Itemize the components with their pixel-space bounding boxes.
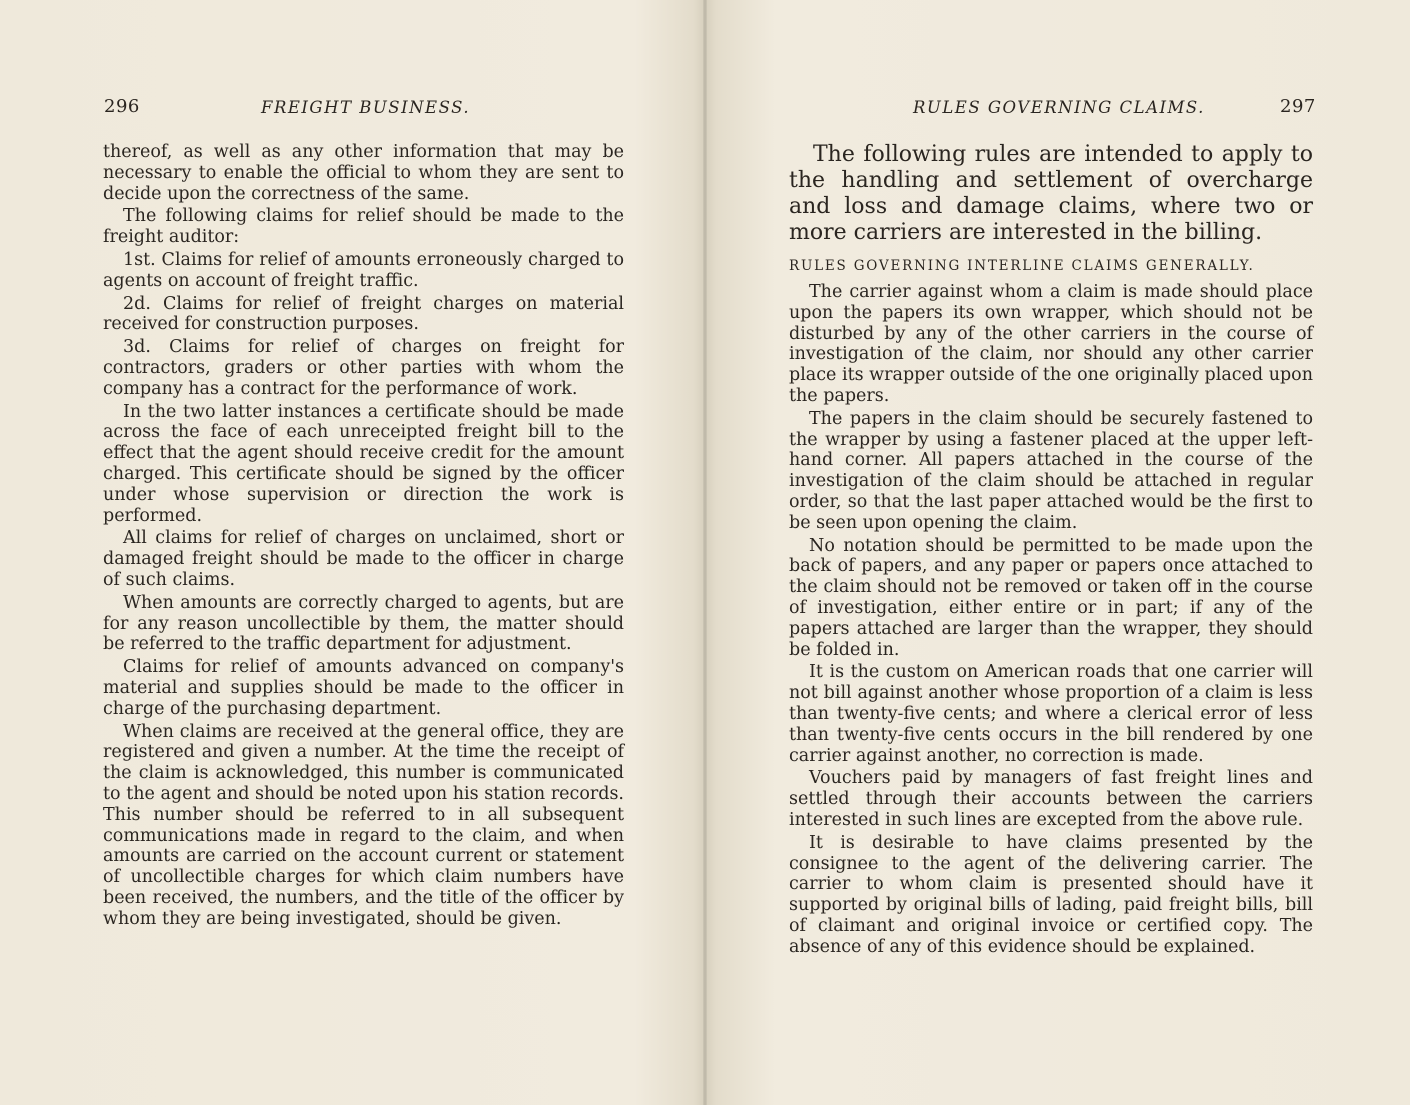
right-page-number: 297 (1280, 96, 1316, 117)
paragraph: The following claims for relief should be made to the freight auditor: (103, 206, 624, 248)
paragraph: It is desirable to have claims presented by the consignee to the agent of the delivering carrier. The carrier to whom claim is presented should have it supported by original bills of lading, paid freight bills, bill of claimant and original invoice or certified copy. The absence of any of this evidence should be explained. (789, 832, 1313, 957)
paragraph: The carrier against whom a claim is made should place upon the papers its own wrapper, which should not be disturbed by any of the other carriers in the course of investigation of the claim, nor should any other carrier place its wrapper outside of the one originally placed upon the papers. (789, 282, 1313, 406)
left-page-number: 296 (104, 96, 140, 117)
paragraph: No notation should be permitted to be made upon the back of papers, and any paper or papers once attached to the claim should not be removed or taken off in the course of investigation, either entire or in part; if any of the papers attached are larger than the wrapper, they should be folded in. (789, 535, 1313, 660)
paragraph: 2d. Claims for relief of freight charges on material received for construction purposes. (103, 293, 624, 335)
paragraph: Claims for relief of amounts advanced on company's material and supplies should be made to the officer in charge of the purchasing department. (103, 657, 624, 719)
paragraph: It is the custom on American roads that one carrier will not bill against another whose proportion of a claim is less than twenty-five cents; and where a clerical error of less than twenty-five cents occurs in the bill rendered by one carrier against another, no correction is made. (789, 662, 1313, 766)
right-running-head: RULES GOVERNING CLAIMS. (913, 98, 1205, 117)
left-page-body (103, 142, 624, 929)
paragraph: 3d. Claims for relief of charges on freight for contractors, graders or other parties with whom the company has a contract for the performance of work. (103, 337, 624, 399)
paragraph: When claims are received at the general office, they are registered and given a number. At the time the receipt of the claim is acknowledged, this number is communicated to the agent and should be noted upon his station records. This number should be referred to in all subsequent communications made in regard to the claim, and when amounts are carried on the account current or statement of uncollectible charges for which claim numbers have been received, the numbers, and the title of the officer by whom they are being investigated, should be given. (103, 721, 624, 929)
paragraph: When amounts are correctly charged to agents, but are for any reason uncollectible by them, the matter should be referred to the traffic department for adjustment. (103, 592, 624, 655)
section-subheading: RULES GOVERNING INTERLINE CLAIMS GENERALLY. (789, 258, 1255, 274)
paragraph: In the two latter instances a certificate should be made across the face of each unreceipted freight bill to the effect that the agent should receive credit for the amount charged. This certificate should be signed by the officer under whose supervision or direction the work is performed. (103, 401, 624, 526)
right-page-body (789, 142, 1313, 958)
paragraph: thereof, as well as any other information that may be necessary to enable the official to whom they are sent to decide upon the correctness of the same. (103, 142, 624, 204)
paragraph: All claims for relief of charges on unclaimed, short or damaged freight should be made to the officer in charge of such claims. (103, 528, 624, 590)
left-running-head: FREIGHT BUSINESS. (261, 98, 471, 117)
right-page (705, 0, 1410, 1105)
paragraph: 1st. Claims for relief of amounts erroneously charged to agents on account of freight traffic. (103, 249, 624, 291)
intro-paragraph: The following rules are intended to apply to the handling and settlement of overcharge and loss and damage claims, where two or more carriers are interested in the billing. (789, 142, 1313, 245)
paragraph: The papers in the claim should be securely fastened to the wrapper by using a fastener placed at the upper left-hand corner. All papers attached in the course of the investigation of the claim should be attached in regular order, so that the last paper attached would be the first to be seen upon opening the claim. (789, 408, 1313, 533)
paragraph: Vouchers paid by managers of fast freight lines and settled through their accounts between the carriers interested in such lines are excepted from the above rule. (789, 768, 1313, 830)
